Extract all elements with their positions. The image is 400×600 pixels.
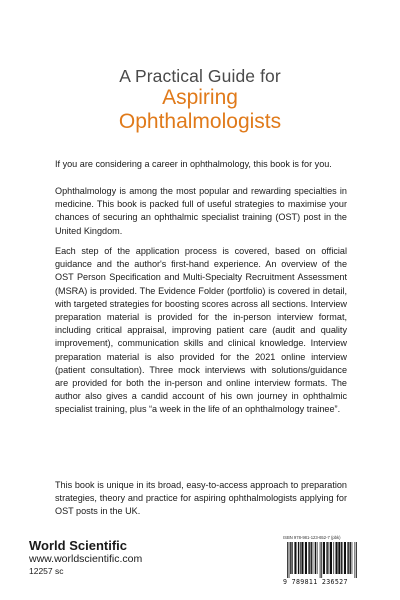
publisher-info (29, 538, 142, 577)
isbn-line: ISBN 978-981-123-652-7 (pbk) (283, 535, 341, 540)
barcode-digits: 9 789811 236527 (283, 578, 348, 586)
publisher-code: 12257 sc (29, 566, 64, 576)
book-title (0, 66, 400, 134)
publisher-url: www.worldscientific.com (29, 553, 143, 565)
body-paragraph-1: If you are considering a career in ophthalmology, this book is for you. (55, 159, 332, 169)
body-paragraph-4: This book is unique in its broad, easy-to-access approach to preparation strategies, theory and practice for aspiring ophthalmologists applying for OST posts in the UK. (55, 480, 347, 517)
title-line-1: A Practical Guide for (119, 66, 281, 86)
body-paragraph-2: Ophthalmology is among the most popular and rewarding specialties in medicine. This book is packed full of useful strategies to maximise your chances of securing an ophthalmic specialist training (OST) post in the United Kingdom. (55, 186, 347, 236)
barcode-bars (283, 542, 371, 578)
title-line-3: Ophthalmologists (118, 110, 282, 133)
title-line-2: Aspiring (162, 86, 238, 109)
publisher-name: World Scientific (29, 538, 127, 553)
body-paragraph-3: Each step of the application process is covered, based on official guidance and the author's first-hand experience. An overview of the OST Person Specification and Multi-Specialty Recruitment Assessment (MSRA) is provided. The Evidence Folder (portfolio) is covered in detail, with targeted strategies for boosting scores across all sections. Interview preparation material is provided for the in-person interview format, including critical appraisal, improving patient care (audit and quality improvement), communication skills and clinical knowledge. Interview preparation material is also provided for the 2021 online interview (patient consultation). Three mock interviews with solutions/guidance are provided for both the in-person and online interview formats. The author also gives a candid account of his own journey in ophthalmic specialist training, plus “a week in the life of an ophthalmology trainee”. (55, 246, 347, 415)
isbn-barcode (283, 535, 373, 586)
